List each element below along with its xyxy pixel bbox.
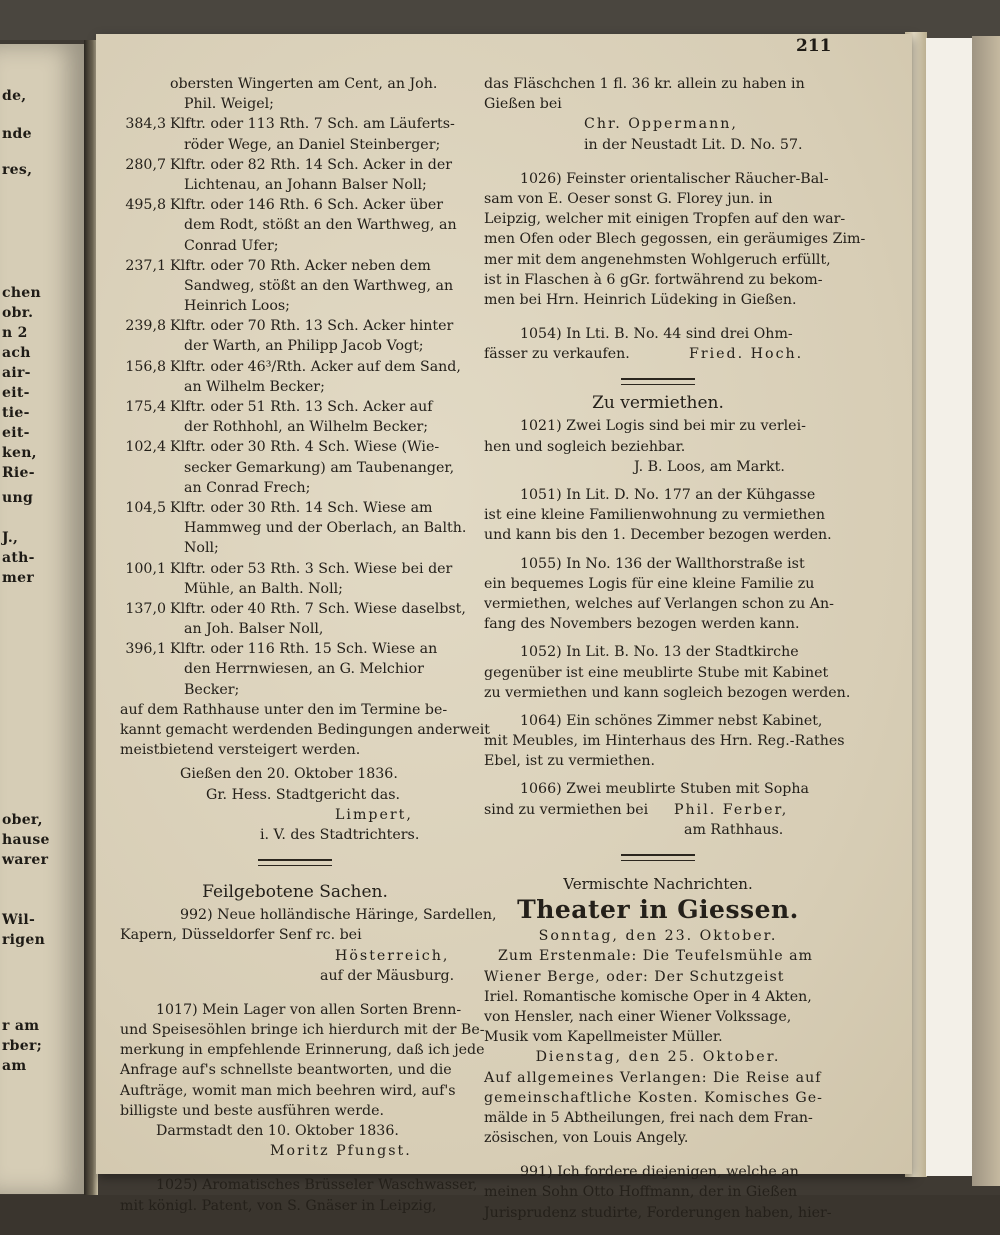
ad-1025: 1025) Aromatisches Brüsseler Waschwasser, mit königl. Patent, von S. Gnäser in Leipzig,: [120, 1177, 478, 1214]
ad-992: 992) Neue holländische Häringe, Sardellen, Kapern, Düsseldorfer Senf rc. bei Hösterreich, auf der Mäusburg.: [120, 907, 497, 984]
parcel-description: an Conrad Frech;: [184, 479, 311, 496]
left-page-edge: [0, 44, 86, 1194]
parcel-description: secker Gemarkung) am Taubenanger,: [184, 459, 455, 476]
left-page-fragment: ober,: [2, 812, 43, 828]
land-parcel-line: [120, 74, 470, 94]
parcel-description: Mühle, an Balth. Noll;: [184, 580, 343, 597]
land-parcel-line: [120, 94, 470, 114]
left-page-fragment: de,: [2, 88, 27, 104]
section-divider: [120, 853, 470, 871]
parcel-description: Heinrich Loos;: [184, 298, 290, 315]
left-page-fragment: air-: [2, 365, 31, 381]
parcel-description: der Rothhohl, an Wilhelm Becker;: [184, 419, 429, 436]
left-page-fragment: hause: [2, 832, 50, 848]
land-parcel-line: [120, 256, 470, 276]
parcel-description: Klftr. oder 30 Rth. 14 Sch. Wiese am: [170, 499, 433, 516]
signer-title: i. V. des Stadtrichters.: [260, 826, 420, 843]
land-parcel-line: [120, 639, 470, 659]
vendor-oppermann: Chr. Oppermann,: [584, 116, 738, 133]
parcel-area: 495,8: [125, 197, 166, 214]
land-parcel-line: [120, 478, 470, 498]
left-page-fragment: ken,: [2, 445, 37, 461]
left-page-fragment: eit-: [2, 385, 30, 401]
parcel-area: 137,0: [125, 600, 166, 617]
parcel-area: 104,5: [125, 499, 166, 516]
ad-1021: 1021) Zwei Logis sind bei mir zu verlei- hen und sogleich beziehbar. J. B. Loos, am Markt.: [484, 416, 832, 477]
left-page-fragment: ung: [2, 490, 34, 506]
land-parcel-line: [120, 114, 470, 134]
right-column: [484, 74, 866, 1223]
ad-1051: 1051) In Lit. D. No. 177 an der Kühgasse ist eine kleine Familienwohnung zu vermiethen und kann bis den 1. December bezogen werden.: [484, 487, 832, 544]
land-parcel-line: [120, 236, 470, 256]
parcel-area: 175,4: [125, 399, 166, 415]
parcel-description: Klftr. oder 46³/Rth. Acker auf dem Sand,: [170, 358, 461, 375]
auction-terms-line: auf dem Rathhause unter den im Termine be-: [120, 701, 448, 718]
left-page-fragment: warer: [2, 852, 49, 868]
theater-program: Sonntag, den 23. Oktober. Zum Erstenmale: Die Teufelsmühle am Wiener Berge, oder: Der Schutzgeist Iriel. Romantische komische Oper in 4 Akten, von Hensler, nach einer Wiener Volkssage, Musik vom Kapellmeister Müller. Dienstag, den 25. Oktober. Auf allgemeines Verlangen: Die Reise auf gemeinschaftliche Kosten. Komisches Ge- mälde in 5 Abtheilungen, frei nach dem Fran- zösischen, von Louis Angely.: [484, 928, 823, 1147]
parcel-description: Noll;: [184, 540, 219, 557]
left-page-fragment: Rie-: [2, 465, 35, 481]
left-page-fragment: ach: [2, 345, 31, 361]
land-parcel-line: [120, 175, 470, 195]
parcel-description: Phil. Weigel;: [184, 96, 274, 113]
parcel-description: Klftr. oder 70 Rth. 13 Sch. Acker hinter: [170, 318, 454, 335]
section-divider: [484, 848, 832, 866]
parcel-description: Hammweg und der Oberlach, an Balth.: [184, 520, 467, 537]
ad-991: 991) Ich fordere diejenigen, welche an meinen Sohn Otto Hoffmann, der in Gießen Jurisprudenz studirte, Forderungen haben, hier-: [484, 1164, 832, 1221]
ad-1054: 1054) In Lti. B. No. 44 sind drei Ohm- fässer zu verkaufen. Fried. Hoch.: [484, 324, 832, 364]
land-parcel-line: [120, 579, 470, 599]
land-parcel-line: [120, 659, 470, 679]
left-page-fragment: mer: [2, 570, 34, 586]
left-page-fragment: rber;: [2, 1038, 43, 1054]
parcel-description: an Joh. Balser Noll,: [184, 621, 324, 638]
parcel-area: 100,1: [125, 560, 166, 577]
auction-date: Gießen den 20. Oktober 1836.: [180, 766, 398, 783]
parcel-description: Sandweg, stößt an den Warthweg, an: [184, 277, 454, 294]
left-page-fragment: obr.: [2, 305, 34, 321]
parcel-description: Klftr. oder 70 Rth. Acker neben dem: [170, 257, 431, 274]
parcel-description: Becker;: [184, 681, 240, 698]
signer-name: Limpert,: [335, 806, 413, 823]
left-page-fragment: chen: [2, 285, 41, 301]
left-page-fragment: ath-: [2, 550, 35, 566]
court-name: Gr. Hess. Stadtgericht das.: [206, 786, 401, 803]
auction-terms: [120, 700, 490, 761]
parcel-description: Klftr. oder 30 Rth. 4 Sch. Wiese (Wie-: [170, 439, 440, 456]
land-parcel-line: [120, 458, 470, 478]
parcel-area: 396,1: [125, 641, 166, 658]
page-number: 211: [796, 36, 832, 56]
ad-1017: 1017) Mein Lager von allen Sorten Brenn- und Speisesöhlen bringe ich hierdurch mit der Be- merkung in empfehlende Erinnerung, daß ich jede Anfrage auf's schnellste beantworten, und die Aufträge, womit man mich beehren wird, auf's billigste und beste ausführen werde. Darmstadt den 10. Oktober 1836. Moritz Pfungst.: [120, 1000, 470, 1162]
land-parcel-line: [120, 357, 470, 377]
left-page-fragment: J.,: [2, 530, 19, 546]
parcel-area: 237,1: [125, 257, 166, 274]
left-page-fragment: n 2: [2, 325, 28, 341]
parcel-description: Conrad Ufer;: [184, 237, 279, 254]
land-parcel-line: [120, 316, 470, 336]
page-stack-white: [926, 38, 974, 1176]
ad-1066: 1066) Zwei meublirte Stuben mit Sopha sind zu vermiethen bei Phil. Ferber, am Rathhaus.: [484, 779, 832, 840]
section-heading-for-sale: Feilgebotene Sachen.: [202, 882, 388, 903]
land-parcel-line: [120, 619, 470, 639]
ad-1021-signer: J. B. Loos, am Markt.: [634, 458, 785, 475]
auction-terms-line: kannt gemacht werdenden Bedingungen anderweit: [120, 722, 490, 738]
parcel-description: Klftr. oder 116 Rth. 15 Sch. Wiese an: [170, 641, 438, 658]
parcel-description: dem Rodt, stößt an den Warthweg, an: [184, 217, 457, 234]
theater-title: Theater in Giessen.: [517, 895, 799, 925]
land-parcel-line: [120, 538, 470, 558]
left-column: [120, 74, 497, 1216]
parcel-area: 384,3: [125, 116, 166, 133]
land-parcel-line: [120, 155, 470, 175]
parcel-description: Klftr. oder 113 Rth. 7 Sch. am Läuferts-: [170, 116, 455, 133]
land-parcel-line: [120, 276, 470, 296]
parcel-description: der Warth, an Philipp Jacob Vogt;: [184, 338, 424, 355]
parcel-description: röder Wege, an Daniel Steinberger;: [184, 136, 441, 153]
parcel-area: 280,7: [125, 156, 166, 173]
left-page-fragment: nde: [2, 126, 32, 142]
book-cover-edge: [972, 36, 1000, 1186]
land-parcel-line: [120, 336, 470, 356]
parcel-description: Klftr. oder 53 Rth. 3 Sch. Wiese bei der: [170, 560, 453, 577]
left-page-fragment: rigen: [2, 932, 46, 948]
section-heading-misc: Vermischte Nachrichten.: [563, 875, 753, 893]
left-page-fragment: r am: [2, 1018, 40, 1034]
land-parcel-line: [120, 680, 470, 700]
parcel-description: Klftr. oder 40 Rth. 7 Sch. Wiese daselbst,: [170, 600, 466, 617]
land-parcel-line: [120, 377, 470, 397]
land-parcel-line: [120, 417, 470, 437]
land-parcel-line: [120, 296, 470, 316]
parcel-description: obersten Wingerten am Cent, an Joh.: [170, 76, 438, 92]
parcel-description: an Wilhelm Becker;: [184, 378, 325, 395]
left-page-fragment: am: [2, 1058, 27, 1074]
ad-1054-signer: Fried. Hoch.: [689, 346, 804, 363]
left-page-fragment: res,: [2, 162, 33, 178]
land-parcel-line: [120, 437, 470, 457]
land-parcel-line: [120, 559, 470, 579]
land-parcel-line: [120, 397, 470, 417]
parcel-area: 239,8: [125, 318, 166, 335]
ad-1017-signer: Moritz Pfungst.: [270, 1143, 412, 1160]
ad-1064: 1064) Ein schönes Zimmer nebst Kabinet, mit Meubles, im Hinterhaus des Hrn. Reg.-Rathes Ebel, ist zu vermiethen.: [484, 712, 845, 770]
left-page-fragment: tie-: [2, 405, 30, 421]
ad-1017-date: Darmstadt den 10. Oktober 1836.: [156, 1123, 399, 1139]
ad-1066-signer: Phil. Ferber,: [674, 801, 789, 818]
land-parcel-list: [120, 74, 470, 700]
land-parcel-line: [120, 599, 470, 619]
parcel-area: 102,4: [125, 439, 166, 456]
ad-1066-address: am Rathhaus.: [684, 821, 784, 838]
parcel-description: den Herrnwiesen, an G. Melchior: [184, 661, 424, 678]
parcel-description: Klftr. oder 146 Rth. 6 Sch. Acker über: [170, 197, 444, 214]
parcel-description: Klftr. oder 82 Rth. 14 Sch. Acker in der: [170, 156, 453, 173]
parcel-area: 156,8: [125, 358, 166, 375]
vendor-oppermann-address: in der Neustadt Lit. D. No. 57.: [584, 136, 803, 153]
left-page-fragment: Wil-: [2, 912, 36, 928]
ad-1055: 1055) In No. 136 der Wallthorstraße ist ein bequemes Logis für eine kleine Familie zu vermiethen, welches auf Verlangen schon zu An- fang des Novembers bezogen werden kann.: [484, 555, 834, 633]
land-parcel-line: [120, 498, 470, 518]
section-heading-for-rent: Zu vermiethen.: [592, 393, 724, 414]
ad-1052: 1052) In Lit. B. No. 13 der Stadtkirche gegenüber ist eine meublirte Stube mit Kabinet zu vermiethen und kann sogleich bezogen werden.: [484, 644, 851, 701]
ad-1026: 1026) Feinster orientalischer Räucher-Bal- sam von E. Oeser sonst G. Florey jun. in Leipzig, welcher mit einigen Tropfen auf den war- men Ofen oder Blech gegossen, ein geräumiges Zim- mer mit dem angenehmsten Wohlgeruch erfüllt, ist in Flaschen à 6 gGr. fortwährend zu bekom- men bei Hrn. Heinrich Lüdeking in Gießen.: [484, 170, 866, 308]
land-parcel-line: [120, 135, 470, 155]
parcel-description: Klftr. oder 51 Rth. 13 Sch. Acker auf: [170, 399, 433, 415]
auction-terms-line: meistbietend versteigert werden.: [120, 742, 361, 759]
section-divider: [484, 372, 832, 390]
land-parcel-line: [120, 195, 470, 215]
parcel-description: Lichtenau, an Johann Balser Noll;: [184, 176, 427, 193]
ad-1025-continued: das Fläschchen 1 fl. 36 kr. allein zu haben in Gießen bei Chr. Oppermann, in der Neustadt Lit. D. No. 57.: [484, 74, 832, 155]
land-parcel-line: [120, 215, 470, 235]
left-page-fragment: eit-: [2, 425, 30, 441]
land-parcel-line: [120, 518, 470, 538]
